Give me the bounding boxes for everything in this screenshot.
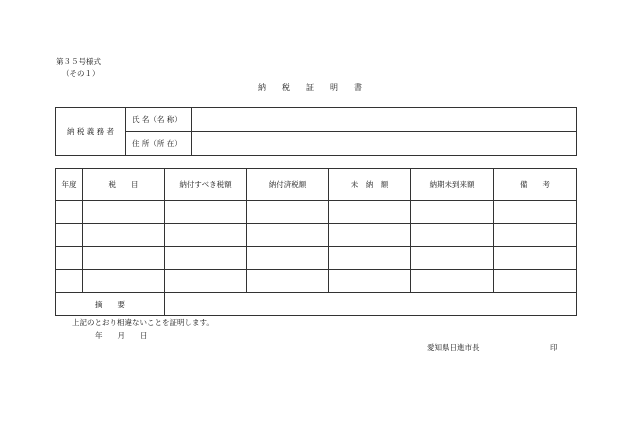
table-row <box>56 201 577 224</box>
header-cell: 納付すべき税額 <box>165 169 247 201</box>
table-cell[interactable] <box>411 247 494 270</box>
table-cell[interactable] <box>329 247 411 270</box>
taxpayer-table <box>55 107 577 156</box>
address-field[interactable] <box>192 132 577 156</box>
table-cell[interactable] <box>56 224 83 247</box>
seal-mark: 印 <box>550 343 558 352</box>
table-cell[interactable] <box>329 224 411 247</box>
table-row <box>56 270 577 293</box>
issuer-name: 愛知県日進市長 <box>427 343 480 352</box>
table-cell[interactable] <box>56 270 83 293</box>
table-cell[interactable] <box>83 270 165 293</box>
form-number: 第３５号様式 <box>56 57 101 66</box>
table-cell[interactable] <box>56 201 83 224</box>
table-cell[interactable] <box>494 247 577 270</box>
summary-label: 摘 要 <box>56 293 165 316</box>
address-label: 住 所（所 在） <box>126 132 192 156</box>
date-line: 年 月 日 <box>95 331 148 340</box>
certification-text: 上記のとおり相違ないことを証明します。 <box>72 318 214 327</box>
table-cell[interactable] <box>165 201 247 224</box>
header-cell: 年度 <box>56 169 83 201</box>
table-cell[interactable] <box>247 247 329 270</box>
table-cell[interactable] <box>411 224 494 247</box>
summary-field[interactable] <box>165 293 577 316</box>
table-cell[interactable] <box>83 201 165 224</box>
table-cell[interactable] <box>329 270 411 293</box>
name-field[interactable] <box>192 108 577 132</box>
header-cell: 税 目 <box>83 169 165 201</box>
header-cell: 納期未到来額 <box>411 169 494 201</box>
table-cell[interactable] <box>494 270 577 293</box>
table-cell[interactable] <box>165 247 247 270</box>
taxpayer-label: 納 税 義 務 者 <box>56 108 126 156</box>
tax-amount-table <box>55 168 577 316</box>
header-cell: 未 納 額 <box>329 169 411 201</box>
header-cell: 備 考 <box>494 169 577 201</box>
table-cell[interactable] <box>165 270 247 293</box>
table-cell[interactable] <box>411 201 494 224</box>
table-cell[interactable] <box>247 201 329 224</box>
table-cell[interactable] <box>329 201 411 224</box>
table-cell[interactable] <box>411 270 494 293</box>
form-sub-number: （その１） <box>62 69 100 78</box>
table-cell[interactable] <box>494 224 577 247</box>
table-row <box>56 224 577 247</box>
summary-row <box>56 293 577 316</box>
table-cell[interactable] <box>83 224 165 247</box>
table-cell[interactable] <box>494 201 577 224</box>
table-cell[interactable] <box>247 270 329 293</box>
table-cell[interactable] <box>83 247 165 270</box>
name-label: 氏 名（名 称） <box>126 108 192 132</box>
table-cell[interactable] <box>165 224 247 247</box>
table-cell[interactable] <box>56 247 83 270</box>
table-cell[interactable] <box>247 224 329 247</box>
document-title: 納 税 証 明 書 <box>258 83 362 92</box>
table-row <box>56 247 577 270</box>
header-cell: 納付済税額 <box>247 169 329 201</box>
table-header-row <box>56 169 577 201</box>
